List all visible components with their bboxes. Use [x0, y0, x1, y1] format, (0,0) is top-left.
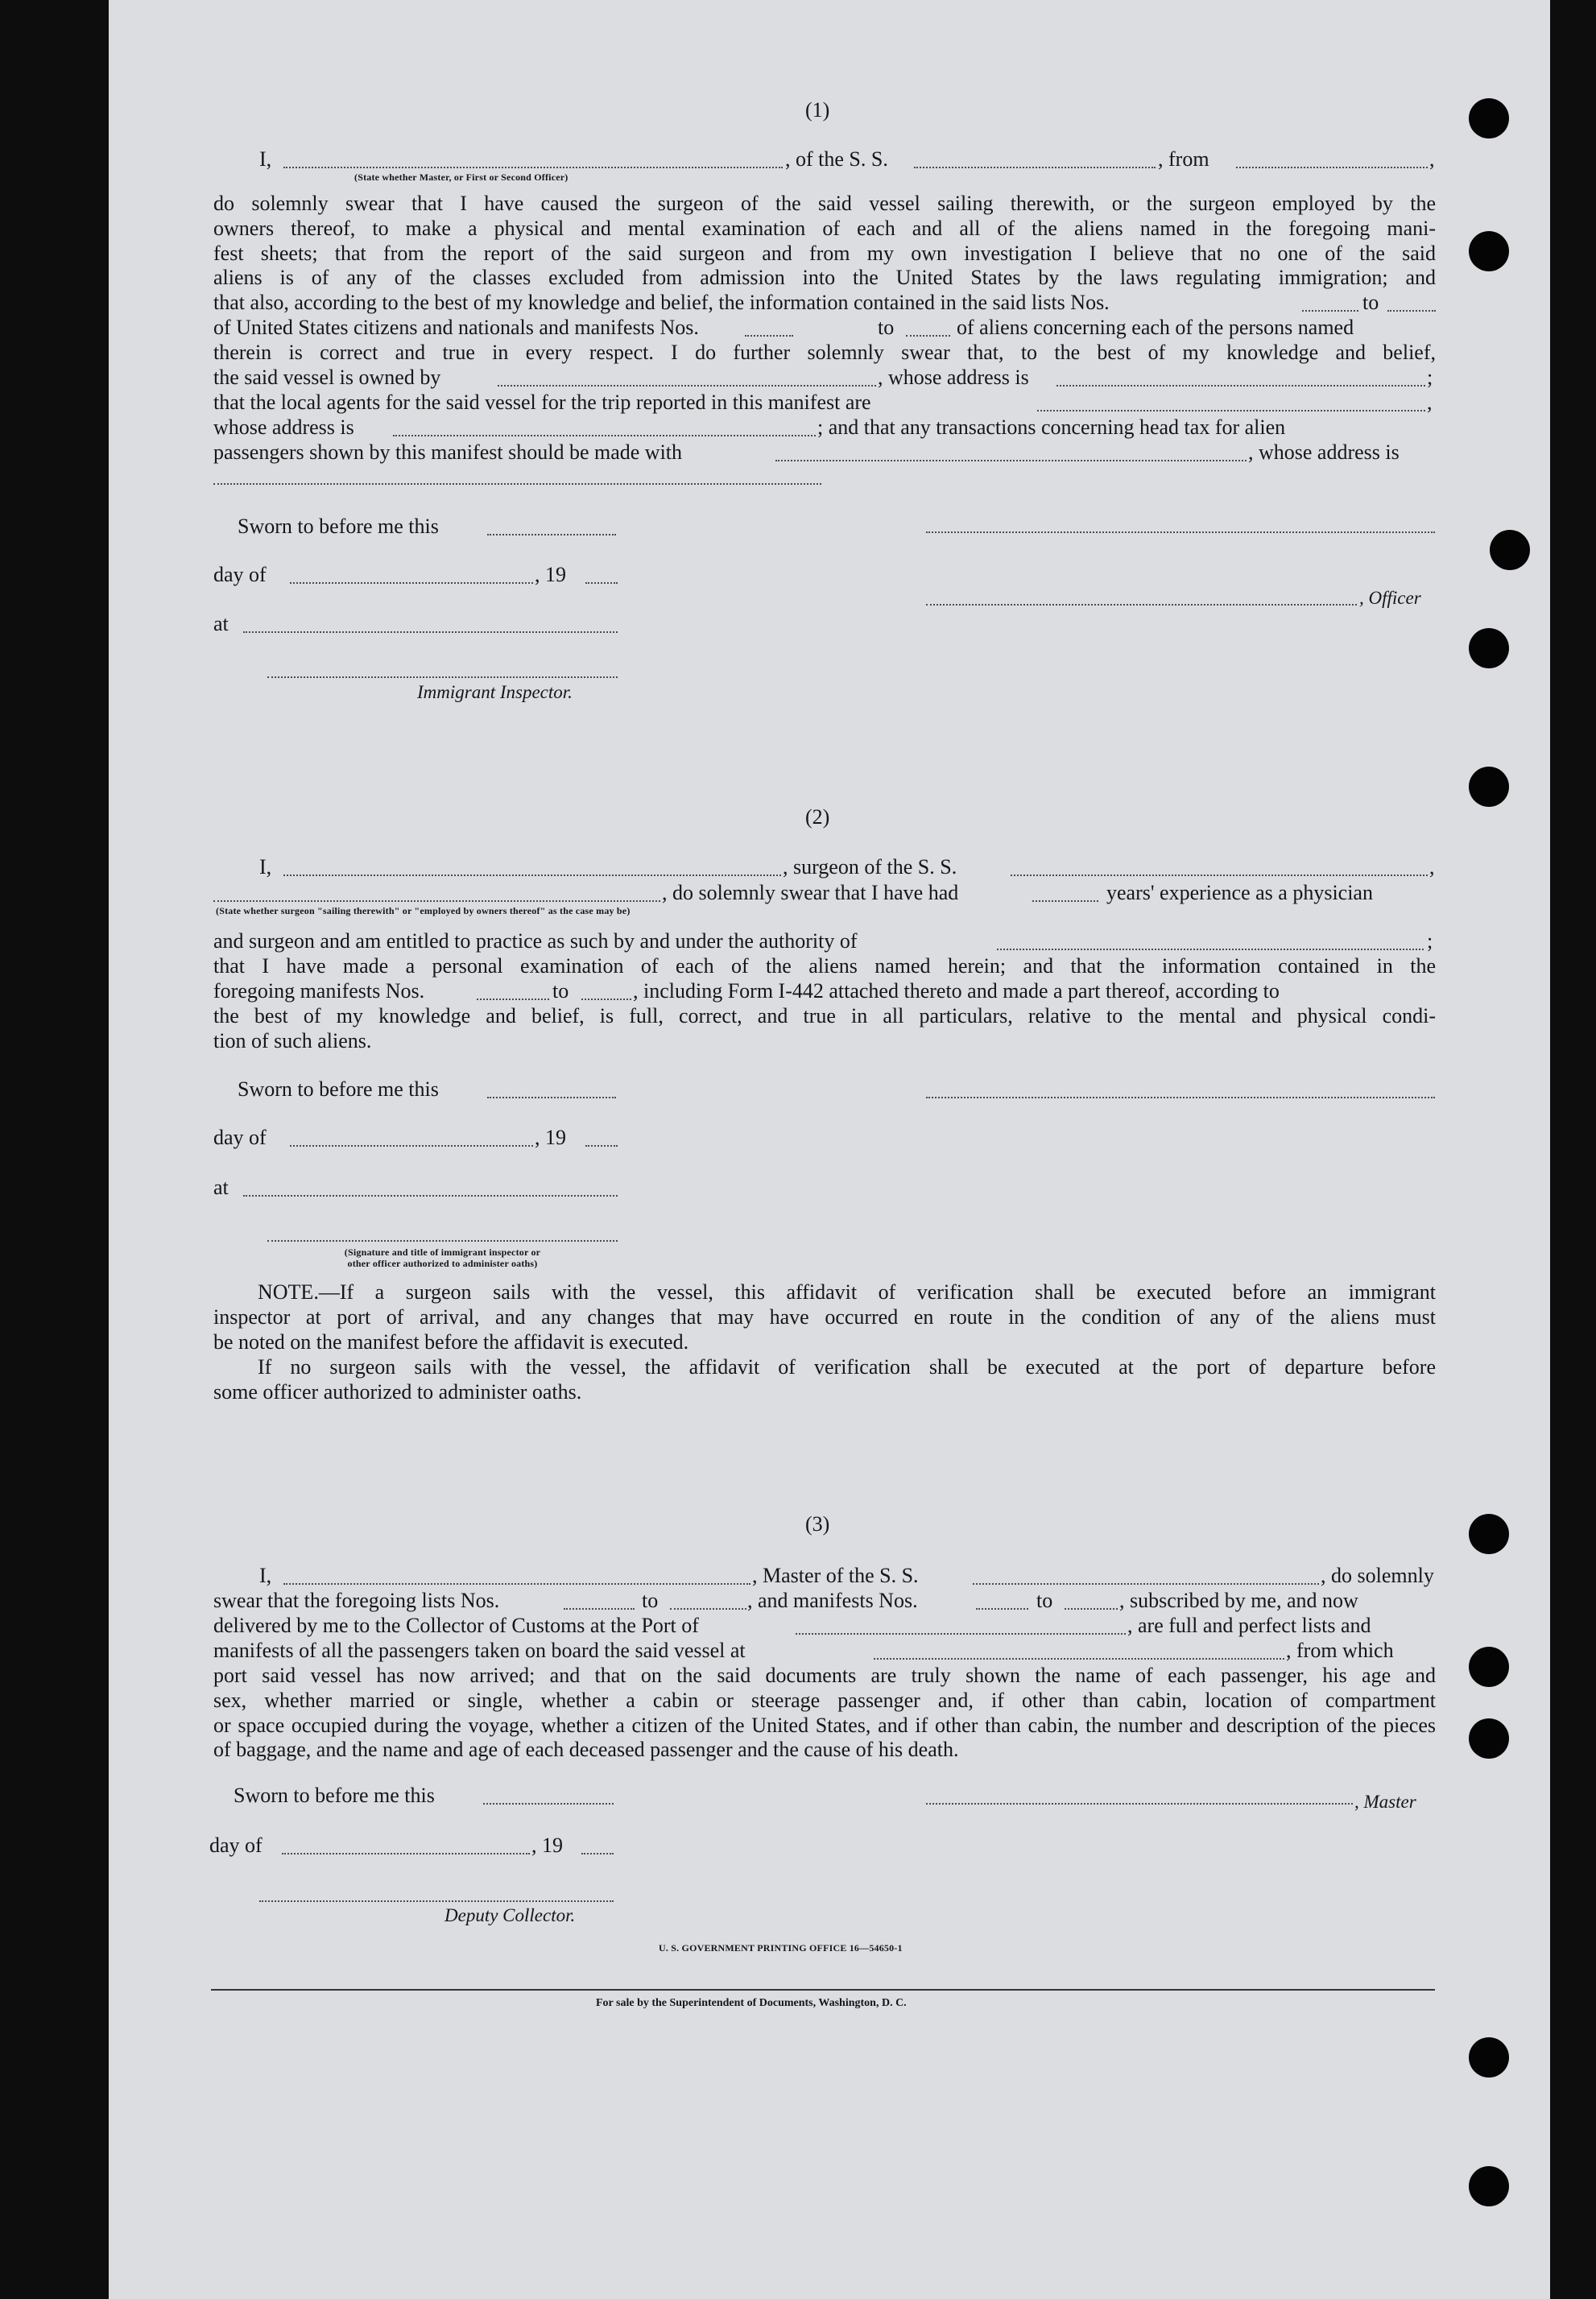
text: the said vessel is owned by [213, 366, 441, 389]
text: of baggage, and the name and age of each deceased passenger and the cause of his death. [213, 1738, 959, 1761]
divider [211, 1989, 1435, 1991]
field-manifests-from[interactable] [745, 335, 793, 337]
text: , [1429, 855, 1435, 879]
text: , including Form I-442 attached thereto and made a part thereof, according to [633, 979, 1280, 1003]
field-manifests-to[interactable] [1065, 1608, 1118, 1610]
field-head-tax-address[interactable] [213, 483, 821, 485]
paragraph-line: port said vessel has now arrived; and that on the said documents are truly shown the name of each passenger, his age and [213, 1664, 1436, 1687]
paragraph-line: or space occupied during the voyage, whether a citizen of the United States, and if other than cabin, the number and description of the pieces [213, 1713, 1436, 1737]
text: tion of such aliens. [213, 1029, 372, 1052]
caption-line: (Signature and title of immigrant inspector or [344, 1247, 541, 1258]
text: Sworn to before me this [238, 1077, 439, 1101]
text: of aliens concerning each of the persons named [957, 316, 1354, 339]
binder-hole [1469, 2037, 1509, 2078]
text: day of [213, 1126, 267, 1149]
field-manifests-to[interactable] [581, 999, 631, 1000]
field-agents-address[interactable] [393, 435, 816, 436]
field-master-signature[interactable] [926, 1803, 1353, 1805]
field-vessel-name[interactable] [914, 167, 1156, 168]
field-inspector-signature[interactable] [267, 676, 618, 678]
binder-hole [1469, 767, 1509, 807]
text: , surgeon of the S. S. [783, 855, 957, 879]
text: I, [259, 147, 272, 171]
note [213, 1280, 1436, 1330]
text: to [552, 979, 569, 1003]
text: ; [1427, 929, 1433, 953]
text: , Officer [1359, 588, 1421, 608]
text: , subscribed by me, and now [1119, 1589, 1358, 1612]
field-inspector-signature[interactable] [267, 1240, 618, 1242]
text: whose address is [213, 416, 354, 439]
binder-hole [1469, 2166, 1509, 2206]
section-number: (2) [805, 805, 830, 829]
gpo-imprint: U. S. GOVERNMENT PRINTING OFFICE 16—54650-1 [659, 1942, 903, 1954]
text: , do solemnly swear that I have had [662, 881, 959, 904]
field-sworn-day[interactable] [483, 1803, 614, 1805]
field-sworn-year[interactable] [585, 1145, 618, 1147]
binder-hole [1469, 1718, 1509, 1759]
sale-notice: For sale by the Superintendent of Documents, Washington, D. C. [596, 1997, 907, 2009]
field-sworn-year[interactable] [585, 582, 618, 584]
field-years-experience[interactable] [1032, 900, 1098, 902]
field-caption [267, 1247, 618, 1269]
text: , 19 [531, 1834, 563, 1857]
field-lists-from[interactable] [564, 1608, 635, 1610]
text: be noted on the manifest before the affidavit is executed. [213, 1330, 689, 1354]
field-sworn-month[interactable] [282, 1853, 530, 1854]
paragraph-line: do solemnly swear that I have caused the surgeon of the said vessel sailing therewith, or the surgeon employed by the [213, 192, 1436, 215]
text: swear that the foregoing lists Nos. [213, 1589, 500, 1612]
text: to [1362, 291, 1379, 314]
binder-hole [1469, 98, 1509, 139]
field-port[interactable] [796, 1633, 1126, 1635]
text: and surgeon and am entitled to practice as such by and under the authority of [213, 929, 858, 953]
text: day of [213, 563, 267, 586]
text: , whose address is [1248, 440, 1400, 464]
text: , [1427, 391, 1433, 414]
paragraph [213, 192, 1436, 291]
paragraph-line: NOTE.—If a surgeon sails with the vessel, this affidavit of verification shall be executed before an immigrant [258, 1280, 1436, 1304]
text: , do solemnly [1321, 1564, 1434, 1587]
field-surgeon-signature[interactable] [926, 1097, 1435, 1098]
text: that also, according to the best of my knowledge and belief, the information contained in the said lists Nos. [213, 291, 1110, 314]
paragraph [213, 341, 1436, 366]
field-manifests-from[interactable] [477, 999, 549, 1000]
text: , from [1158, 147, 1209, 171]
paragraph-line: aliens is of any of the classes excluded from admission into the United States by the laws regulating immigration; and [213, 266, 1436, 290]
field-vessel-name[interactable] [1011, 875, 1428, 876]
text: ; and that any transactions concerning head tax for alien [817, 416, 1286, 439]
text: I, [259, 1564, 272, 1587]
field-manifests-from[interactable] [976, 1608, 1028, 1610]
text: some officer authorized to administer oaths. [213, 1380, 582, 1404]
field-sworn-month[interactable] [290, 582, 533, 584]
text: ; [1427, 366, 1433, 389]
binder-hole [1469, 1514, 1509, 1554]
paragraph-line: inspector at port of arrival, and any changes that may have occurred en route in the condition of any of the aliens must [213, 1305, 1436, 1329]
paragraph-line: fest sheets; that from the report of the said surgeon and from my own investigation I believe that no one of the said [213, 241, 1436, 265]
text: Deputy Collector. [444, 1905, 576, 1925]
binder-hole [1469, 231, 1509, 271]
text: to [1036, 1589, 1053, 1612]
section-number: (1) [805, 98, 830, 122]
text: I, [259, 855, 272, 879]
text: , whose address is [878, 366, 1029, 389]
paragraph-line: owners thereof, to make a physical and mental examination of each and all of the aliens named in the foregoing mani- [213, 216, 1436, 240]
field-manifests-to[interactable] [906, 335, 950, 337]
text: years' experience as a physician [1106, 881, 1373, 904]
paragraph-line: therein is correct and true in every respect. I do further solemnly swear that, to the best of my knowledge and belief, [213, 341, 1436, 364]
text: , [1429, 147, 1435, 171]
field-vessel-name[interactable] [973, 1583, 1319, 1585]
paragraph-line: If no surgeon sails with the vessel, the affidavit of verification shall be executed at the port of departure before [258, 1355, 1436, 1379]
text: , 19 [535, 563, 566, 586]
text: that the local agents for the said vessel for the trip reported in this manifest are [213, 391, 871, 414]
text: , are full and perfect lists and [1127, 1614, 1371, 1637]
text: foregoing manifests Nos. [213, 979, 425, 1003]
paragraph-line: sex, whether married or single, whether a cabin or steerage passenger and, if other than cabin, location of compartment [213, 1688, 1436, 1712]
field-authority[interactable] [997, 949, 1424, 950]
field-local-agents[interactable] [1037, 410, 1425, 411]
text: at [213, 612, 229, 635]
note [258, 1355, 1436, 1380]
field-sworn-place[interactable] [243, 631, 618, 633]
field-deputy-signature[interactable] [259, 1900, 614, 1902]
field-sworn-year[interactable] [581, 1853, 614, 1854]
caption-line: other officer authorized to administer oaths) [347, 1258, 538, 1269]
field-lists-to[interactable] [670, 1608, 746, 1610]
field-sworn-day[interactable] [487, 1097, 616, 1098]
text: , 19 [535, 1126, 566, 1149]
text: passengers shown by this manifest should be made with [213, 440, 683, 464]
field-owner[interactable] [498, 385, 876, 387]
paragraph [213, 1004, 1436, 1029]
text: , Master of the S. S. [752, 1564, 919, 1587]
field-surgeon-name[interactable] [283, 875, 781, 876]
binder-hole [1469, 1647, 1509, 1687]
text: day of [209, 1834, 263, 1857]
field-sworn-place[interactable] [243, 1195, 618, 1197]
text: of United States citizens and nationals and manifests Nos. [213, 316, 699, 339]
section-number: (3) [805, 1512, 830, 1536]
field-sworn-month[interactable] [290, 1145, 533, 1147]
binder-hole [1490, 530, 1530, 570]
text: to [878, 316, 895, 339]
field-surgeon-status[interactable] [213, 900, 660, 902]
field-officer-signature[interactable] [926, 531, 1435, 533]
paragraph [213, 1664, 1436, 1738]
text: Sworn to before me this [238, 515, 439, 538]
text: , of the S. S. [785, 147, 888, 171]
field-caption: (State whether surgeon "sailing therewith" or "employed by owners thereof" as the case may be) [216, 905, 631, 916]
text: , and manifests Nos. [747, 1589, 918, 1612]
text: at [213, 1176, 229, 1199]
paragraph-line: the best of my knowledge and belief, is full, correct, and true in all particulars, relative to the mental and physical condi- [213, 1004, 1436, 1028]
paragraph-line: that I have made a personal examination of each of the aliens named herein; and that the information contained in the [213, 954, 1436, 978]
field-from-port[interactable] [1236, 167, 1428, 168]
text: to [642, 1589, 659, 1612]
binder-hole [1469, 628, 1509, 668]
text: Immigrant Inspector. [417, 682, 573, 702]
text: delivered by me to the Collector of Customs at the Port of [213, 1614, 699, 1637]
text: , from which [1286, 1639, 1394, 1662]
field-officer-name[interactable] [283, 167, 783, 168]
field-head-tax-party[interactable] [775, 460, 1247, 461]
paragraph [213, 954, 1436, 979]
text: Sworn to before me this [234, 1784, 435, 1807]
field-master-name[interactable] [283, 1583, 750, 1585]
text: manifests of all the passengers taken on board the said vessel at [213, 1639, 746, 1662]
field-lists-to[interactable] [1387, 310, 1436, 312]
field-owner-address[interactable] [1056, 385, 1425, 387]
field-sworn-day[interactable] [487, 534, 616, 535]
field-caption: (State whether Master, or First or Second Officer) [354, 172, 569, 183]
field-lists-from[interactable] [1302, 310, 1358, 312]
text: , Master [1354, 1792, 1416, 1812]
field-officer-title[interactable] [926, 604, 1357, 606]
field-departure-port[interactable] [874, 1658, 1284, 1660]
